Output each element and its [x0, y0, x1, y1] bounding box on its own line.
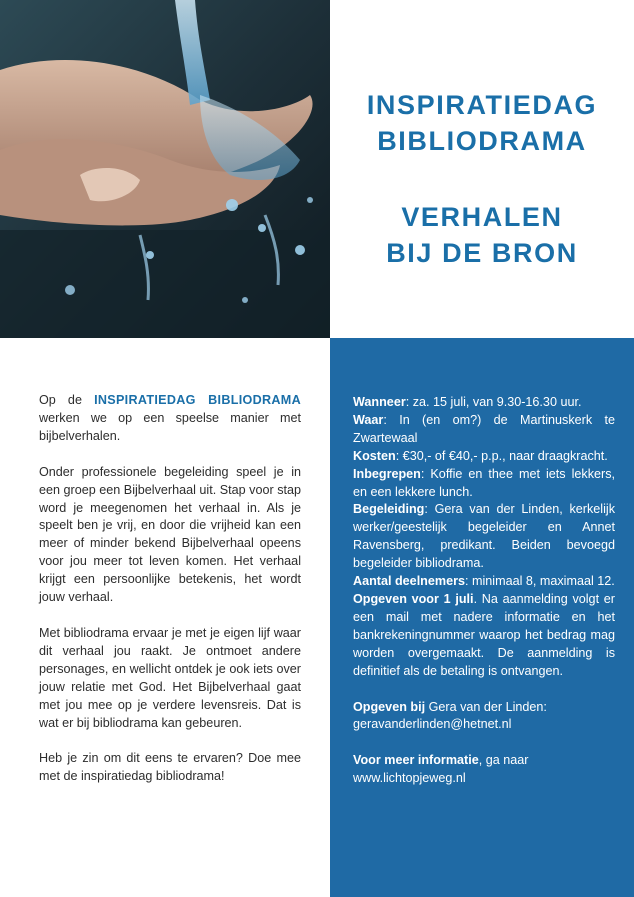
signup-label: Opgeven voor 1 juli — [353, 591, 474, 606]
when-label: Wanneer — [353, 395, 406, 409]
where-value: : In (en om?) de Martinuskerk te Zwartewaal — [353, 412, 615, 445]
detail-participants — [353, 573, 615, 591]
description-column — [39, 392, 301, 804]
detail-guidance — [353, 501, 615, 573]
details-column — [353, 394, 615, 788]
intro-rest: werken we op een speelse manier met bijbelverhalen. — [39, 410, 301, 443]
detail-info — [353, 752, 615, 770]
where-label: Waar — [353, 412, 384, 427]
detail-where — [353, 412, 615, 448]
subtitle-line-2: BIJ DE BRON — [386, 238, 578, 268]
paragraph-invitation: Heb je zin om dit eens te ervaren? Doe mee met de inspiratiedag bibliodrama! — [39, 751, 301, 784]
guidance-value: : Gera van der Linden, kerkelijk werker/geestelijk begeleider en Annet Ravensberg, predikant. Beiden bevoegd begeleider bibliodrama. — [353, 502, 615, 571]
participants-value: : minimaal 8, maximaal 12. — [465, 574, 615, 589]
water-hands-image — [0, 0, 330, 338]
website-link[interactable]: www.lichtopjeweg.nl — [353, 771, 466, 786]
cost-value: : €30,- of €40,- p.p., naar draagkracht. — [395, 448, 608, 463]
contact-value: Gera van der Linden: — [425, 699, 547, 714]
contact-label: Opgeven bij — [353, 699, 426, 714]
intro-highlight: INSPIRATIEDAG BIBLIODRAMA — [94, 393, 301, 407]
paragraph-experience: Met bibliodrama ervaar je met je eigen lijf waar dit verhaal jou raakt. Je ontmoet andere personages, en wellicht ontdek je ook iets over jouw relatie met God. Het Bijbelverhaal gaat met jou mee op je verdere levensreis. Dat is wat er bij bibliodrama kan gebeuren. — [39, 625, 301, 730]
detail-when — [353, 394, 615, 412]
intro-paragraph — [39, 392, 301, 446]
title-line-1: INSPIRATIEDAG — [366, 90, 598, 120]
subtitle-line-1: VERHALEN — [401, 202, 563, 232]
contact-email[interactable]: geravanderlinden@hetnet.nl — [353, 717, 512, 732]
cost-label: Kosten — [353, 448, 396, 463]
guidance-label: Begeleiding — [353, 502, 425, 517]
detail-contact — [353, 699, 615, 717]
paragraph-guidance: Onder professionele begeleiding speel je in een groep een Bijbelverhaal uit. Stap voor stap word je meegenomen het verhaal in. Als je speelt ben je vrij, en door die vrijheid kan een meer of minder bekend Bijbelverhaal opeens voor jou meer tot leven komen. Het verhaal krijgt een persoonlijke betekenis, het wordt jouw verhaal. — [39, 464, 301, 605]
signup-value: . Na aanmelding volgt er een mail met nadere informatie en het bankrekeningnummer waarop het bedrag mag worden overgemaakt. De aanmelding is definitief als de betaling is ontvangen. — [353, 591, 615, 678]
detail-included — [353, 466, 615, 502]
included-label: Inbegrepen — [353, 466, 421, 481]
detail-signup — [353, 591, 615, 681]
included-value: : Koffie en thee met iets lekkers, en een lekkere lunch. — [353, 466, 615, 499]
info-value: , ga naar — [478, 753, 529, 768]
when-value: : za. 15 juli, van 9.30-16.30 uur. — [405, 395, 582, 409]
intro-prefix: Op de — [39, 393, 82, 407]
title-block — [330, 0, 634, 338]
info-label: Voor meer informatie — [353, 753, 479, 768]
participants-label: Aantal deelnemers — [353, 574, 465, 589]
detail-cost — [353, 448, 615, 466]
water-hands-photo — [0, 0, 330, 338]
title-line-2: BIBLIODRAMA — [377, 126, 587, 156]
